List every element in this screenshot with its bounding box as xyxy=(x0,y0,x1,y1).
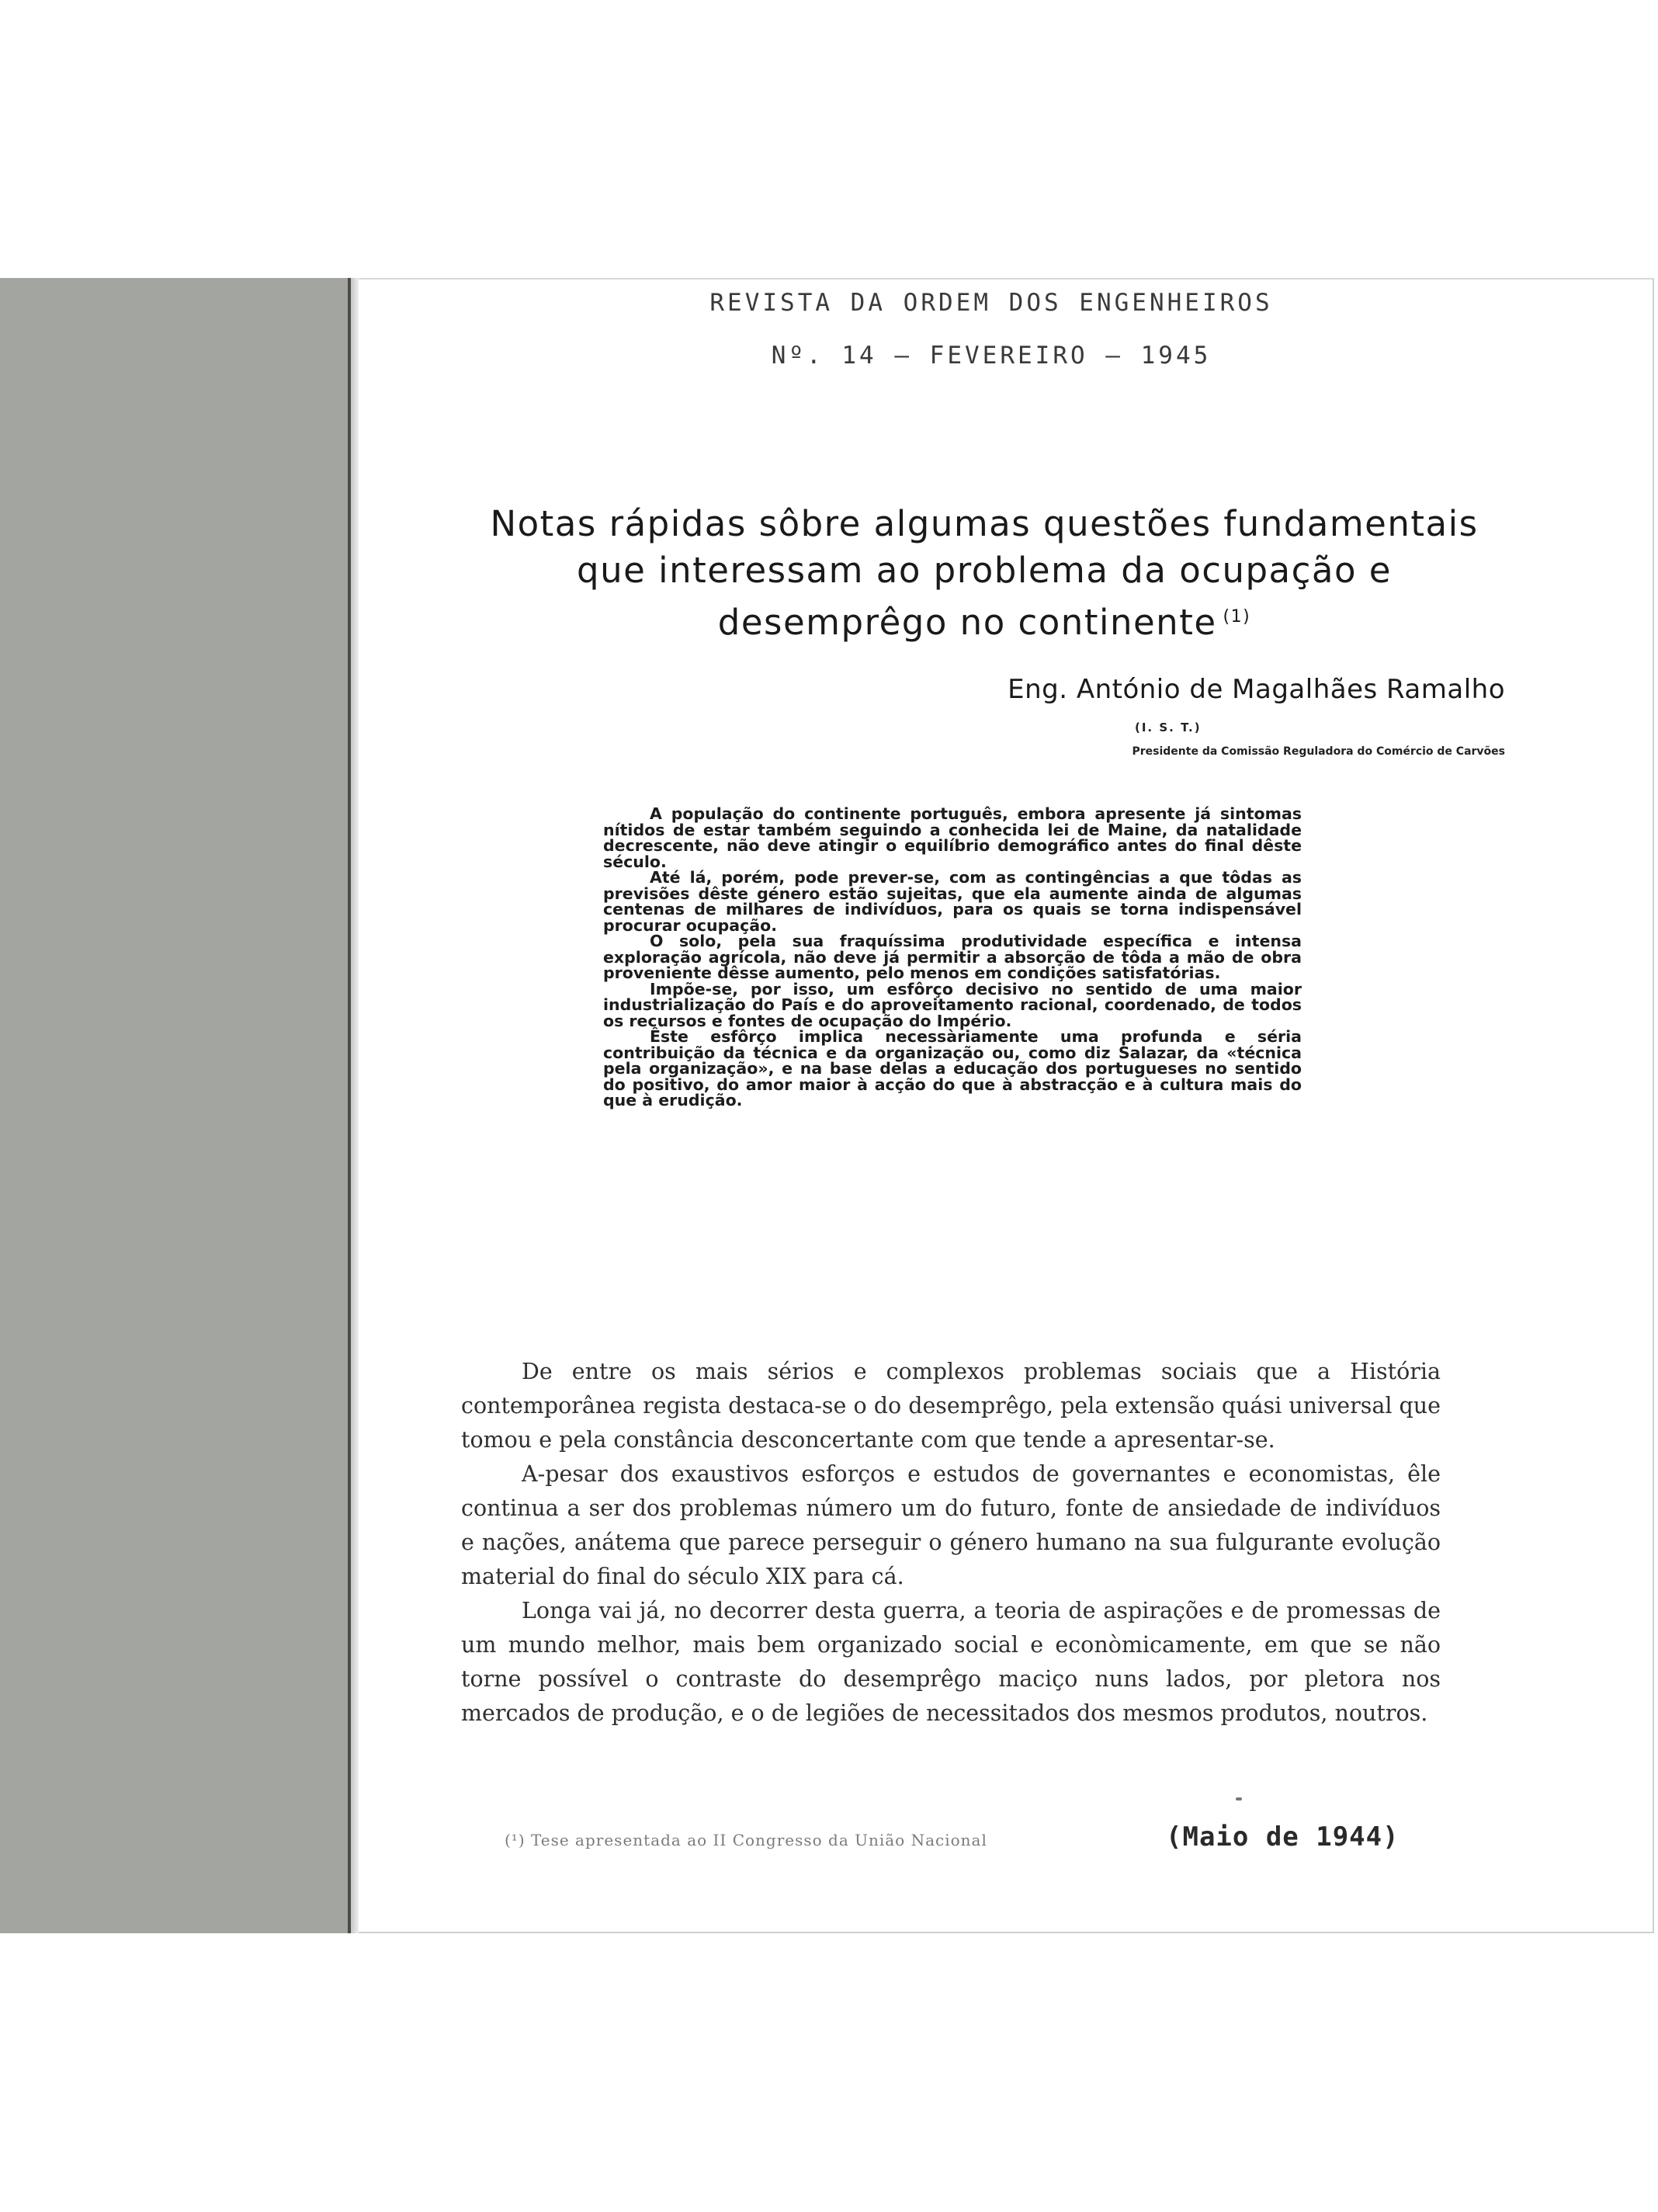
journal-name: REVISTA DA ORDEM DOS ENGENHEIROS xyxy=(709,289,1273,317)
abstract xyxy=(603,806,1302,1109)
scanned-spread xyxy=(0,278,1654,1933)
footnote: (¹) Tese apresentada ao II Congresso da União Nacional xyxy=(505,1831,987,1849)
article-page xyxy=(359,278,1654,1933)
date-stamp: (Maio de 1944) xyxy=(1166,1821,1400,1853)
issue-line: Nº. 14 – FEVEREIRO – 1945 xyxy=(771,342,1212,370)
body-paragraph: Longa vai já, no decorrer desta guerra, a teoria de aspirações e de promessas de um mundo melhor, mais bem organizado social e econòmicamente, em que se não torne possível o contraste do desemprêgo maciço nuns lados, por pletora nos mercados de produção, e o de legiões de necessitados dos mesmos produtos, noutros. xyxy=(461,1598,1441,1726)
abstract-paragraph: O solo, pela sua fraquíssima produtividade específica e intensa exploração agrícola, não deve já permitir a absorção de tôda a mão de obra proveniente dêsse aumento, pelo menos em condições satisfatórias. xyxy=(603,932,1302,982)
body-text xyxy=(461,1355,1441,1731)
author-institution: (I. S. T.) xyxy=(1135,721,1202,734)
article-title xyxy=(464,501,1504,646)
body-paragraph: De entre os mais sérios e complexos problemas sociais que a História contemporânea regista destaca-se o do desemprêgo, pela extensão quási universal que tomou e pela constância desconcertante com que tende a apresentar-se. xyxy=(461,1359,1441,1453)
title-footnote-marker: (1) xyxy=(1223,607,1251,627)
author-role: Presidente da Comissão Reguladora do Comércio de Carvões xyxy=(1132,745,1505,758)
author-name: Eng. António de Magalhães Ramalho xyxy=(1008,674,1505,705)
abstract-paragraph: A população do continente português, embora apresente já sintomas nítidos de estar também seguindo a conhecida lei de Maine, da natalidade decrescente, não deve atingir o equilíbrio demográfico antes do final dêste século. xyxy=(603,804,1302,871)
abstract-paragraph: Até lá, porém, pode prever-se, com as contingências a que tôdas as previsões dêste género estão sujeitas, que ela aumente ainda de algumas centenas de milhares de indivíduos, para os quais se torna indispensável procurar ocupação. xyxy=(603,868,1302,935)
abstract-paragraph: Êste esfôrço implica necessàriamente uma profunda e séria contribuição da técnica e da organização ou, como diz Salazar, da «técnica pela organização», e na base delas a educação dos portugueses no sentido do positivo, do amor maior à acção do que à abstracção e à cultura mais do que à erudição. xyxy=(603,1027,1302,1109)
body-paragraph: A-pesar dos exaustivos esforços e estudos de governantes e economistas, êle continua a ser dos problemas número um do futuro, fonte de ansiedade de indivíduos e nações, anátema que parece perseguir o género humano na sua fulgurante evolução material do final do século XIX para cá. xyxy=(461,1461,1441,1589)
ink-speck xyxy=(1236,1797,1242,1801)
grey-cover-page xyxy=(0,278,351,1933)
article-title-text: Notas rápidas sôbre algumas questões fundamentais que interessam ao problema da ocupação e desemprêgo no continente xyxy=(490,503,1479,643)
abstract-paragraph: Impõe-se, por isso, um esfôrço decisivo no sentido de uma maior industrialização do País e do aproveitamento racional, coordenado, de todos os recursos e fontes de ocupação do Império. xyxy=(603,979,1302,1030)
